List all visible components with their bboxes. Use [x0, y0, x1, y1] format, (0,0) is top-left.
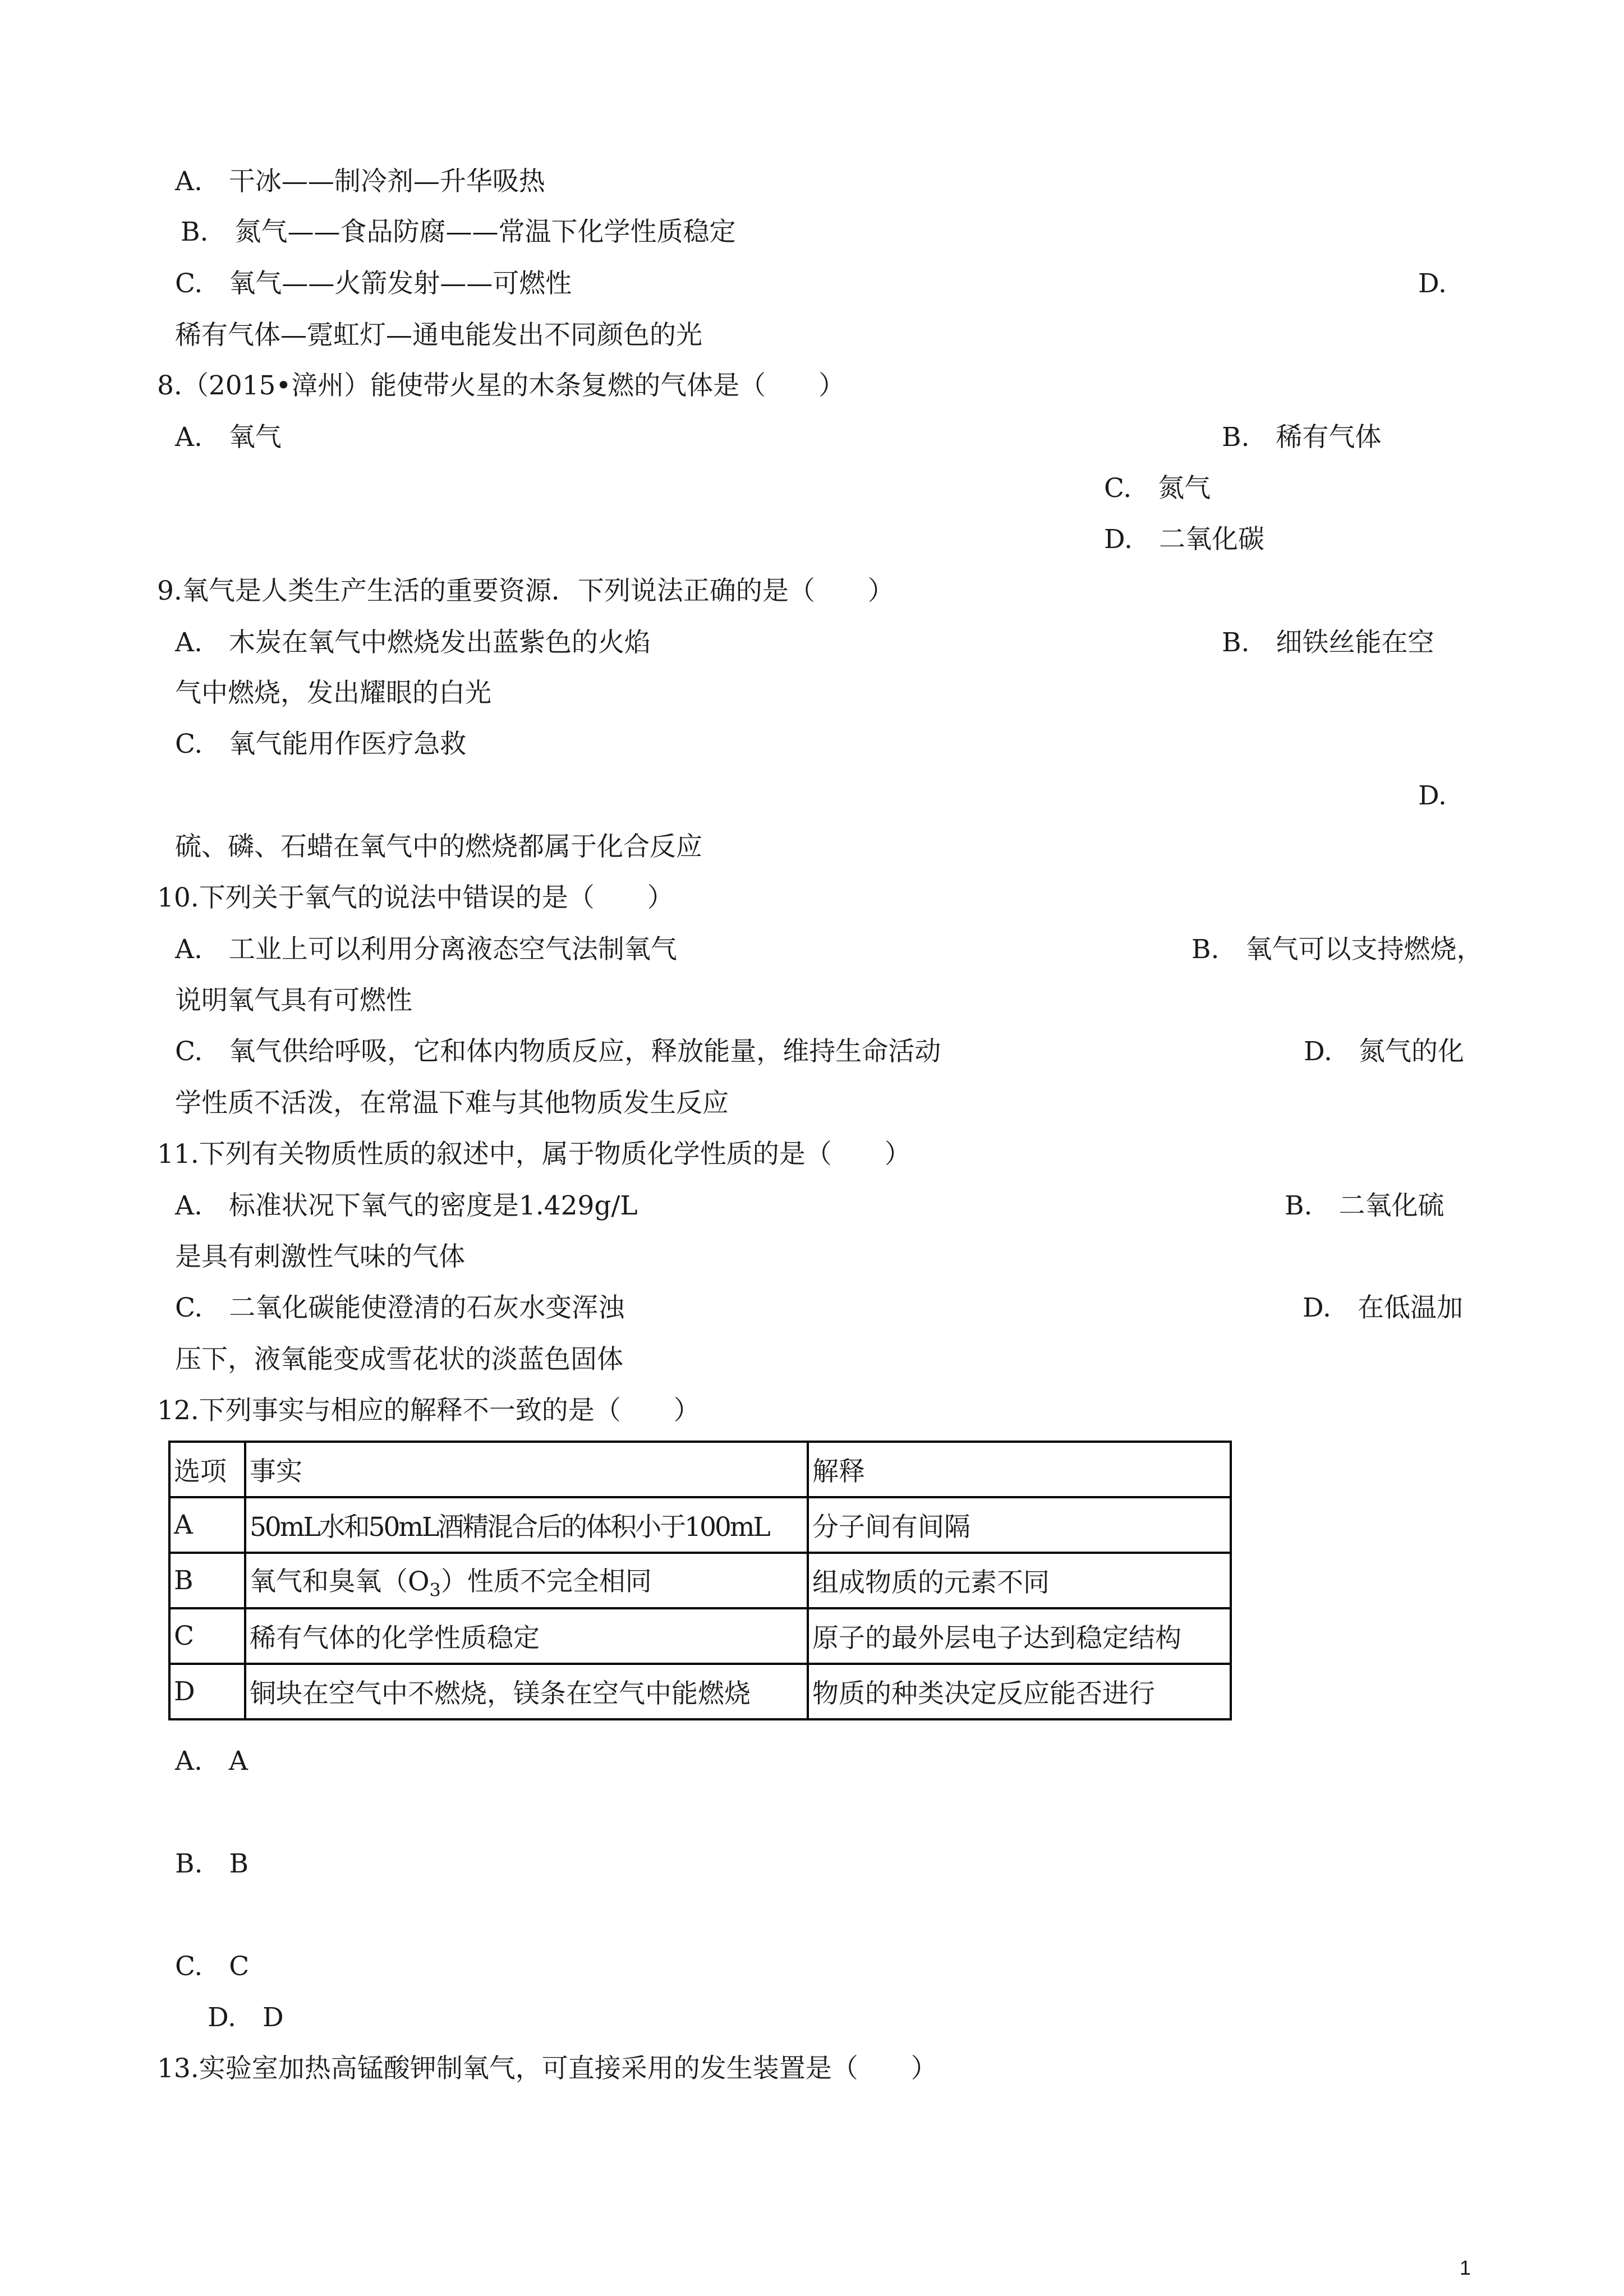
q12-option-b: B. B — [175, 1848, 249, 1879]
q12-option-c: C. C — [175, 1951, 250, 1982]
row-fact: 铜块在空气中不燃烧，镁条在空气中能燃烧 — [245, 1664, 808, 1719]
q9-option-c: C. 氧气能用作医疗急救 — [175, 729, 467, 760]
q7-option-c: C. 氧气——火箭发射——可燃性 — [175, 268, 572, 299]
q11-option-b: B. 二氧化硫 — [1285, 1190, 1444, 1221]
subscript: 3 — [429, 1579, 441, 1601]
q7-option-d-letter: D. — [1418, 268, 1447, 299]
q12-option-d: D. D — [208, 2002, 284, 2033]
row-option: A — [169, 1497, 245, 1553]
q7-option-a: A. 干冰——制冷剂—升华吸热 — [175, 166, 545, 197]
page-number: 1 — [1460, 2256, 1471, 2279]
table-row — [169, 1608, 1231, 1664]
q8-option-b: B. 稀有气体 — [1222, 422, 1382, 453]
q8-stem: 8.（2015•漳州）能使带火星的木条复燃的气体是（ ） — [157, 370, 845, 401]
table-header-row — [169, 1442, 1231, 1497]
q8-option-a: A. 氧气 — [175, 422, 282, 453]
row-explanation: 组成物质的元素不同 — [808, 1553, 1231, 1608]
q10-option-b-cont: 说明氧气具有可燃性 — [175, 985, 412, 1016]
q12-option-a: A. A — [175, 1746, 248, 1777]
row-explanation: 分子间有间隔 — [808, 1497, 1231, 1553]
q11-option-c: C. 二氧化碳能使澄清的石灰水变浑浊 — [175, 1292, 625, 1323]
table-row — [169, 1664, 1231, 1719]
facts-table — [168, 1441, 1232, 1720]
header-fact: 事实 — [245, 1442, 808, 1497]
q13-stem: 13.实验室加热高锰酸钾制氧气，可直接采用的发生装置是（ ） — [157, 2053, 937, 2084]
row-explanation: 物质的种类决定反应能否进行 — [808, 1664, 1231, 1719]
q11-option-b-cont: 是具有刺激性气味的气体 — [175, 1241, 465, 1272]
table-row — [169, 1497, 1231, 1553]
q10-option-c: C. 氧气供给呼吸，它和体内物质反应，释放能量，维持生命活动 — [175, 1036, 941, 1067]
fact-text-start: 氧气和臭氧（O — [250, 1566, 430, 1597]
q11-stem: 11.下列有关物质性质的叙述中，属于物质化学性质的是（ ） — [157, 1139, 911, 1170]
q8-option-c: C. 氮气 — [1104, 473, 1211, 504]
q10-option-d: D. 氮气的化 — [1304, 1036, 1464, 1067]
row-option: B — [169, 1553, 245, 1608]
header-option: 选项 — [169, 1442, 245, 1497]
q7-option-b: B. 氮气——食品防腐——常温下化学性质稳定 — [181, 217, 736, 247]
q11-option-d-cont: 压下，液氧能变成雪花状的淡蓝色固体 — [175, 1344, 623, 1375]
row-option: D — [169, 1664, 245, 1719]
q9-option-b-cont: 气中燃烧，发出耀眼的白光 — [175, 678, 491, 708]
row-option: C — [169, 1608, 245, 1664]
q11-option-a: A. 标准状况下氧气的密度是1.429g/L — [175, 1190, 638, 1221]
row-fact — [245, 1553, 808, 1608]
q10-option-d-cont: 学性质不活泼，在常温下难与其他物质发生反应 — [175, 1088, 729, 1119]
q10-stem: 10.下列关于氧气的说法中错误的是（ ） — [157, 882, 674, 913]
q9-option-d-text: 硫、磷、石蜡在氧气中的燃烧都属于化合反应 — [175, 831, 702, 862]
fact-text-end: ）性质不完全相同 — [440, 1566, 652, 1597]
q10-option-b: B. 氧气可以支持燃烧， — [1191, 934, 1483, 965]
row-explanation: 原子的最外层电子达到稳定结构 — [808, 1608, 1231, 1664]
q9-option-a: A. 木炭在氧气中燃烧发出蓝紫色的火焰 — [175, 627, 651, 658]
q8-option-d: D. 二氧化碳 — [1104, 524, 1264, 555]
q11-option-d: D. 在低温加 — [1303, 1292, 1463, 1323]
header-explanation: 解释 — [808, 1442, 1231, 1497]
row-fact: 50mL水和50mL酒精混合后的体积小于100mL — [245, 1497, 808, 1553]
q10-option-a: A. 工业上可以利用分离液态空气法制氧气 — [175, 934, 677, 965]
q12-stem: 12.下列事实与相应的解释不一致的是（ ） — [157, 1395, 700, 1426]
q9-option-d-letter: D. — [1418, 780, 1447, 811]
q9-stem: 9.氧气是人类生产生活的重要资源．下列说法正确的是（ ） — [157, 576, 894, 606]
q7-option-d-text: 稀有气体—霓虹灯—通电能发出不同颜色的光 — [175, 320, 702, 351]
q9-option-b: B. 细铁丝能在空 — [1222, 627, 1434, 658]
table-row — [169, 1553, 1231, 1608]
row-fact: 稀有气体的化学性质稳定 — [245, 1608, 808, 1664]
